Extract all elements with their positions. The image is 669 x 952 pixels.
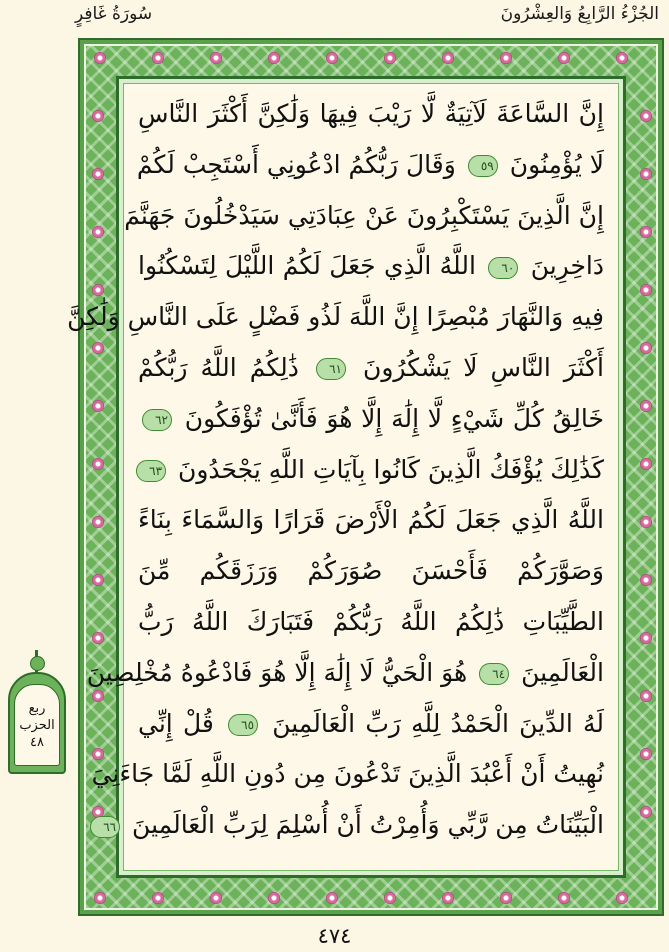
flower-ornament-icon — [92, 284, 104, 296]
flower-ornament-icon — [326, 52, 338, 64]
flower-ornament-icon — [384, 52, 396, 64]
flower-ornament-icon — [92, 168, 104, 180]
line-text: هُوَ الْحَيُّ لَا إِلَٰهَ إِلَّا هُوَ فَادْعُوهُ مُخْلِصِينَ — [86, 657, 468, 687]
verse-line — [138, 606, 604, 657]
flower-ornament-icon — [640, 690, 652, 702]
line-text: ذَٰلِكُمُ اللَّهُ رَبُّكُمْ — [138, 352, 299, 382]
flower-ornament-icon — [268, 892, 280, 904]
flower-ornament-icon — [92, 342, 104, 354]
ornamental-frame — [67, 38, 664, 916]
flower-ornament-icon — [616, 52, 628, 64]
flower-ornament-icon — [640, 400, 652, 412]
verse-line — [103, 809, 604, 860]
verse-number-marker: ٦٤ — [479, 663, 509, 685]
line-text: فِيهِ وَالنَّهَارَ مُبْصِرًا إِنَّ اللَّهَ لَذُو فَضْلٍ عَلَى النَّاسِ وَلَٰكِنَّ — [67, 302, 604, 332]
page-header — [0, 0, 669, 36]
flower-ornament-icon — [640, 284, 652, 296]
line-text: الْعَالَمِينَ — [521, 657, 604, 687]
verse-line — [138, 98, 604, 149]
verse-line — [67, 301, 604, 352]
flower-ornament-icon — [442, 52, 454, 64]
verse-line — [138, 504, 604, 555]
flower-ornament-icon — [92, 110, 104, 122]
flower-ornament-icon — [268, 52, 280, 64]
flower-ornament-icon — [92, 516, 104, 528]
flower-ornament-icon — [92, 690, 104, 702]
line-text: الطَّيِّبَاتِ ذَٰلِكُمُ اللَّهُ رَبُّكُمْ فَتَبَارَكَ اللَّهُ رَبُّ — [138, 606, 604, 636]
flower-ornament-icon — [210, 52, 222, 64]
flower-ornament-icon — [558, 52, 570, 64]
hizb-line-1: ربع — [28, 700, 46, 716]
verse-line — [138, 555, 604, 606]
verse-line — [86, 657, 604, 708]
flower-ornament-icon — [640, 632, 652, 644]
verse-number-marker: ٦٦ — [90, 816, 120, 838]
flower-ornament-icon — [640, 574, 652, 586]
line-text: إِنَّ الَّذِينَ يَسْتَكْبِرُونَ عَنْ عِبَادَتِي سَيَدْخُلُونَ جَهَنَّمَ — [124, 200, 604, 230]
verse-number-marker: ٦١ — [316, 358, 346, 380]
page-number: ٤٧٤ — [317, 924, 352, 948]
line-text: وَصَوَّرَكُمْ فَأَحْسَنَ صُوَرَكُمْ وَرَزَقَكُم مِّنَ — [138, 556, 604, 586]
flower-ornament-icon — [616, 892, 628, 904]
flower-ornament-icon — [640, 168, 652, 180]
line-text: قُلْ إِنِّي — [138, 708, 214, 738]
flower-ornament-icon — [92, 400, 104, 412]
verse-line — [138, 708, 604, 759]
flower-ornament-icon — [558, 892, 570, 904]
flower-ornament-icon — [442, 892, 454, 904]
flower-ornament-icon — [152, 892, 164, 904]
line-text: دَاخِرِينَ — [530, 251, 605, 281]
flower-ornament-icon — [640, 806, 652, 818]
line-text: لَهُ الدِّينَ الْحَمْدُ لِلَّهِ رَبِّ الْعَالَمِينَ — [272, 708, 604, 738]
flower-ornament-icon — [92, 226, 104, 238]
verse-line — [138, 352, 604, 403]
line-text: خَالِقُ كُلِّ شَيْءٍ لَّا إِلَٰهَ إِلَّا هُوَ فَأَنَّىٰ تُؤْفَكُونَ — [184, 403, 604, 433]
verse-line — [124, 200, 604, 251]
flower-ornament-icon — [384, 892, 396, 904]
flower-ornament-icon — [500, 892, 512, 904]
flower-ornament-icon — [640, 748, 652, 760]
line-text: إِنَّ السَّاعَةَ لَآتِيَةٌ لَّا رَيْبَ فِيهَا وَلَٰكِنَّ أَكْثَرَ النَّاسِ — [138, 99, 604, 128]
line-text: الْبَيِّنَاتُ مِن رَّبِّي وَأُمِرْتُ أَنْ أُسْلِمَ لِرَبِّ الْعَالَمِينَ — [132, 810, 604, 840]
verse-line — [138, 149, 604, 200]
flower-ornament-icon — [640, 342, 652, 354]
verse-number-marker: ٦٠ — [488, 257, 518, 279]
verse-line — [138, 250, 604, 301]
line-text: اللَّهُ الَّذِي جَعَلَ لَكُمُ الْأَرْضَ قَرَارًا وَالسَّمَاءَ بِنَاءً — [138, 505, 604, 535]
line-text: أَكْثَرَ النَّاسِ لَا يَشْكُرُونَ — [362, 352, 604, 382]
verse-line — [138, 403, 604, 454]
flower-ornament-icon — [94, 52, 106, 64]
flower-ornament-icon — [152, 52, 164, 64]
line-text: لَا يُؤْمِنُونَ — [509, 149, 604, 179]
line-text: وَقَالَ رَبُّكُمُ ادْعُونِي أَسْتَجِبْ لَكُمْ — [136, 149, 456, 179]
flower-ornament-icon — [210, 892, 222, 904]
juz-title: الجُزْءُ الرَّابِعُ وَالعِشْرُونَ — [500, 4, 659, 24]
verse-line — [91, 758, 604, 809]
flower-ornament-icon — [92, 458, 104, 470]
flower-ornament-icon — [640, 516, 652, 528]
surah-title: سُورَةُ غَافِرٍ — [75, 4, 153, 24]
hizb-line-2: الحزب — [19, 717, 55, 733]
hizb-quarter-marker — [8, 650, 66, 774]
hizb-knob-icon — [30, 656, 45, 671]
flower-ornament-icon — [92, 574, 104, 586]
hizb-line-3: ٤٨ — [30, 734, 44, 750]
hizb-label-box — [14, 684, 60, 766]
flower-ornament-icon — [640, 110, 652, 122]
line-text: اللَّهُ الَّذِي جَعَلَ لَكُمُ اللَّيْلَ لِتَسْكُنُوا — [138, 251, 476, 281]
flower-ornament-icon — [94, 892, 106, 904]
flower-ornament-icon — [500, 52, 512, 64]
verse-number-marker: ٦٣ — [136, 460, 166, 482]
flower-ornament-icon — [326, 892, 338, 904]
flower-ornament-icon — [640, 458, 652, 470]
inner-border — [67, 76, 626, 878]
verse-number-marker: ٥٩ — [468, 155, 498, 177]
verse-number-marker: ٦٥ — [228, 714, 258, 736]
verse-lines — [67, 98, 605, 860]
verse-line — [138, 454, 604, 505]
flower-ornament-icon — [640, 226, 652, 238]
flower-ornament-icon — [92, 632, 104, 644]
line-text: كَذَٰلِكَ يُؤْفَكُ الَّذِينَ كَانُوا بِآيَاتِ اللَّهِ يَجْحَدُونَ — [177, 454, 604, 484]
verse-number-marker: ٦٢ — [142, 409, 172, 431]
line-text: نُهِيتُ أَنْ أَعْبُدَ الَّذِينَ تَدْعُونَ مِن دُونِ اللَّهِ لَمَّا جَاءَنِيَ — [91, 759, 604, 789]
text-panel — [67, 83, 619, 871]
